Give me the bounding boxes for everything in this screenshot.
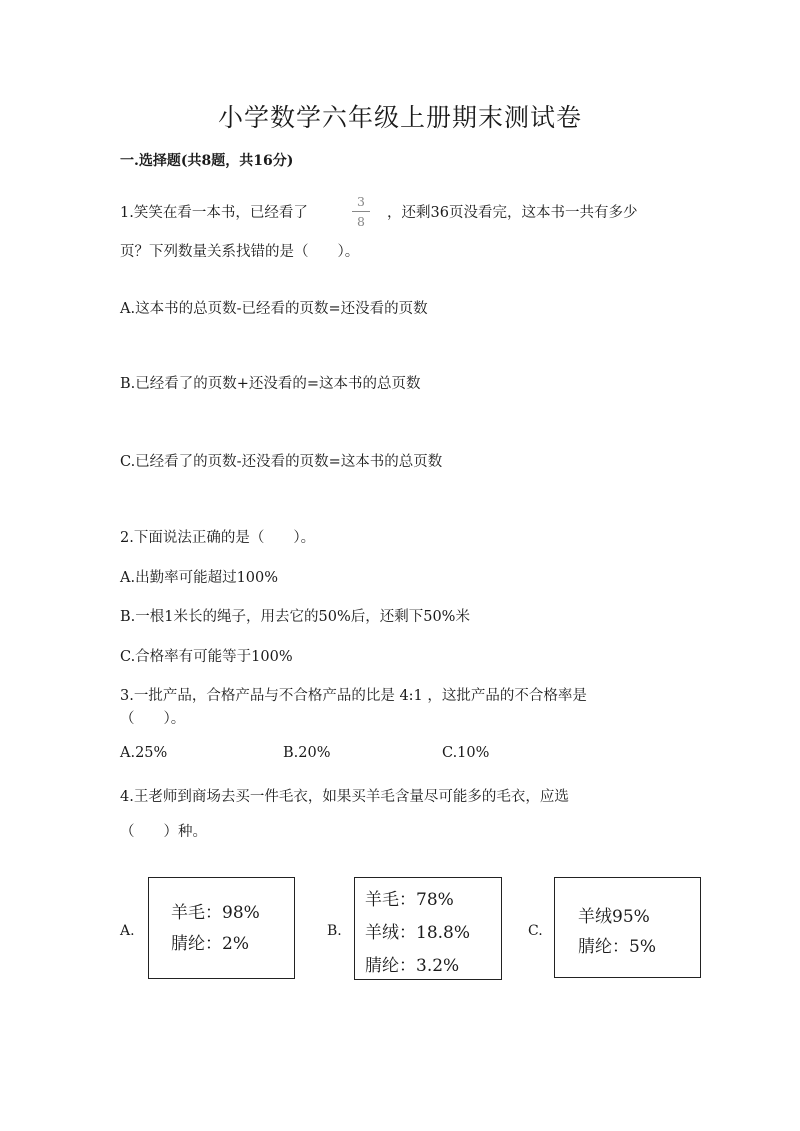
q4-choice-c-box (554, 877, 701, 978)
q4-choice-b-line3: 腈纶：3.2% (365, 956, 460, 976)
q3-option-a: A.25% (120, 745, 168, 761)
q1-fraction (352, 194, 370, 229)
q4-choice-c-label: C. (528, 923, 543, 939)
q4-choice-c-line2: 腈纶：5% (578, 937, 656, 957)
q1-option-c: C.已经看了的页数-还没看的页数=这本书的总页数 (120, 454, 443, 470)
q4-choice-b-line1: 羊毛：78% (365, 890, 454, 910)
q3-option-c: C.10% (442, 745, 490, 761)
q1-text-line2: 页？下列数量关系找错的是（ ）。 (120, 244, 360, 260)
fraction-bar (352, 211, 370, 212)
q2-option-b: B.一根1米长的绳子，用去它的50%后，还剩下50%米 (120, 609, 470, 625)
q4-choice-c-line1: 羊绒95% (578, 907, 650, 927)
q4-choice-b-box (354, 877, 502, 980)
q4-choice-a-line2: 腈纶：2% (171, 934, 249, 954)
q4-text-line2: （ ）种。 (120, 824, 207, 840)
page-title: 小学数学六年级上册期末测试卷 (217, 103, 582, 132)
q3-option-b: B.20% (283, 745, 331, 761)
q4-text-line1: 4.王老师到商场去买一件毛衣，如果买羊毛含量尽可能多的毛衣，应选 (120, 789, 569, 805)
q3-text-line2: （ ）。 (120, 711, 186, 727)
q2-text: 2.下面说法正确的是（ ）。 (120, 530, 316, 546)
q4-choice-a-line1: 羊毛：98% (171, 903, 260, 923)
q1-text-after: ，还剩36页没看完，这本书一共有多少 (387, 205, 638, 221)
q1-option-b: B.已经看了的页数+还没看的=这本书的总页数 (120, 376, 421, 392)
q4-choice-a-box (148, 877, 295, 979)
q1-option-a: A.这本书的总页数-已经看的页数=还没看的页数 (120, 301, 428, 317)
q4-choice-b-label: B. (327, 923, 342, 939)
q4-choice-b-line2: 羊绒：18.8% (365, 923, 471, 943)
fraction-denominator: 8 (357, 214, 365, 229)
q3-text-line1: 3.一批产品，合格产品与不合格产品的比是 4:1 ，这批产品的不合格率是 (120, 688, 587, 704)
fraction-numerator: 3 (357, 194, 365, 209)
q2-option-c: C.合格率有可能等于100% (120, 649, 293, 665)
section-heading: 一.选择题(共8题，共16分) (120, 153, 294, 169)
q4-choice-a-label: A. (120, 923, 135, 939)
q1-text-before: 1.笑笑在看一本书，已经看了 (120, 205, 308, 221)
q2-option-a: A.出勤率可能超过100% (120, 570, 279, 586)
